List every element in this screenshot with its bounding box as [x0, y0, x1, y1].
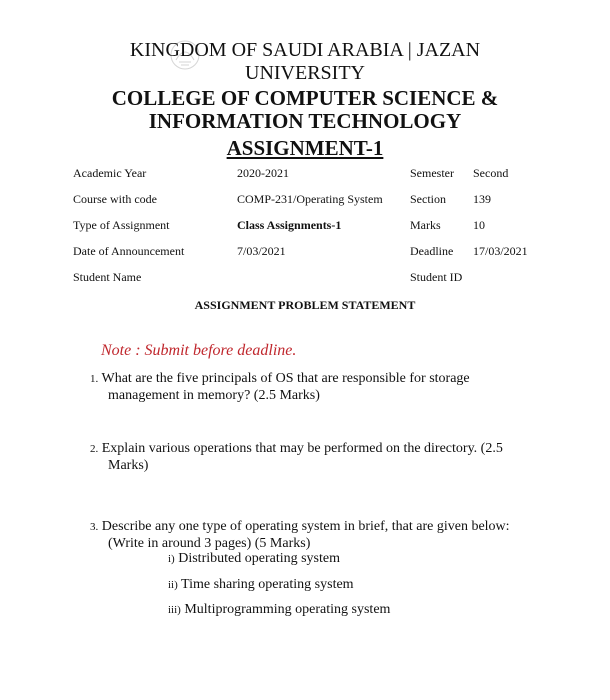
- deadline-value: 17/03/2021: [473, 244, 528, 258]
- course-label: Course with code: [73, 192, 157, 206]
- problem-statement-heading: ASSIGNMENT PROBLEM STATEMENT: [194, 298, 416, 312]
- university-title-line1: KINGDOM OF SAUDI ARABIA | JAZAN: [129, 39, 481, 61]
- academic-year-label: Academic Year: [73, 166, 147, 180]
- question-3: [90, 518, 510, 536]
- question-1-line2: management in memory? (2.5 Marks): [108, 388, 320, 403]
- assignment-title: ASSIGNMENT-1: [226, 136, 384, 160]
- section-value: 139: [473, 192, 491, 206]
- student-id-label: Student ID: [410, 270, 463, 284]
- sub-item-number: iii): [168, 604, 181, 616]
- sub-item-text: Time sharing operating system: [181, 577, 354, 592]
- semester-value: Second: [473, 166, 509, 180]
- sub-item-text: Distributed operating system: [178, 551, 340, 566]
- marks-label: Marks: [410, 218, 441, 232]
- question-1: [90, 370, 470, 388]
- university-title-line2: UNIVERSITY: [245, 62, 365, 84]
- deadline-note: Note : Submit before deadline.: [101, 342, 297, 359]
- deadline-label: Deadline: [410, 244, 454, 258]
- marks-value: 10: [473, 218, 485, 232]
- question-text-line1: Describe any one type of operating system in brief, that are given below:: [101, 519, 510, 534]
- question-2-line2: Marks): [108, 458, 149, 473]
- college-title-line1: COLLEGE OF COMPUTER SCIENCE &: [111, 86, 499, 110]
- section-label: Section: [410, 192, 446, 206]
- announcement-date-value: 7/03/2021: [237, 244, 286, 258]
- sub-item-time-sharing: [168, 577, 354, 593]
- semester-label: Semester: [410, 166, 454, 180]
- college-title-line2: INFORMATION TECHNOLOGY: [148, 109, 462, 133]
- question-text-line1: What are the five principals of OS that are responsible for storage: [101, 371, 470, 386]
- question-number: 3.: [90, 521, 99, 533]
- question-text-line1: Explain various operations that may be performed on the directory. (2.5: [101, 441, 503, 456]
- assignment-type-label: Type of Assignment: [73, 218, 170, 232]
- assignment-type-value: Class Assignments-1: [237, 218, 342, 232]
- question-3-line2: (Write in around 3 pages) (5 Marks): [108, 536, 311, 551]
- sub-item-distributed: [168, 551, 340, 567]
- academic-year-value: 2020-2021: [237, 166, 289, 180]
- question-number: 2.: [90, 443, 99, 455]
- student-name-label: Student Name: [73, 270, 142, 284]
- announcement-date-label: Date of Announcement: [73, 244, 185, 258]
- question-2: [90, 440, 503, 458]
- question-number: 1.: [90, 373, 99, 385]
- sub-item-number: i): [168, 553, 175, 565]
- course-value: COMP-231/Operating System: [237, 192, 383, 206]
- sub-item-multiprogramming: [168, 602, 390, 618]
- sub-item-number: ii): [168, 579, 178, 591]
- sub-item-text: Multiprogramming operating system: [184, 602, 391, 617]
